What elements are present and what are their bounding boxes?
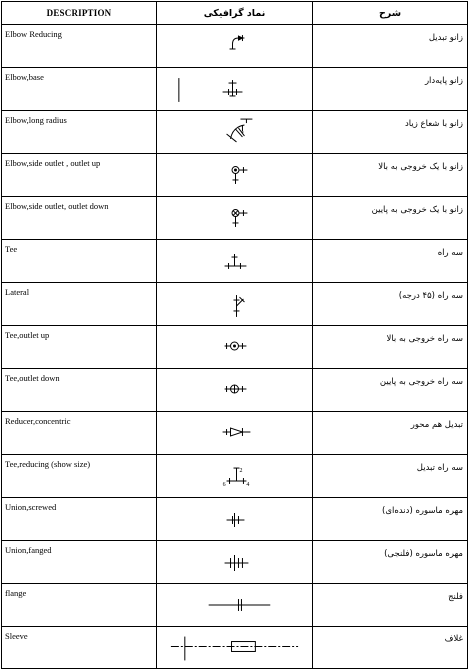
elbow-side-outlet-down-symbol-icon — [157, 197, 312, 239]
tee-outlet-down-symbol-icon — [157, 369, 312, 411]
explanation-cell: سه راه خروجی به بالا — [313, 326, 468, 369]
table-row — [2, 283, 468, 326]
description-cell: flange — [2, 584, 157, 627]
tee-symbol-icon — [157, 240, 312, 282]
explanation-cell: سه راه خروجی به پایین — [313, 369, 468, 412]
symbol-cell — [157, 412, 313, 455]
explanation-cell: سه راه تبدیل — [313, 455, 468, 498]
description-cell: Lateral — [2, 283, 157, 326]
description-cell: Tee,reducing (show size) — [2, 455, 157, 498]
table-row — [2, 369, 468, 412]
table-row — [2, 412, 468, 455]
explanation-cell: زانو تبدیل — [313, 25, 468, 68]
explanation-cell: سه راه — [313, 240, 468, 283]
pipe-fittings-symbol-table — [1, 1, 468, 669]
description-cell: Elbow Reducing — [2, 25, 157, 68]
table-row — [2, 498, 468, 541]
sleeve-symbol-icon — [157, 627, 312, 668]
table-row — [2, 68, 468, 111]
description-cell: Elbow,side outlet, outlet down — [2, 197, 157, 240]
header-row — [2, 2, 468, 25]
explanation-cell: زانو با یک خروجی به پایین — [313, 197, 468, 240]
tee-outlet-up-symbol-icon — [157, 326, 312, 368]
elbow-base-symbol-icon — [157, 68, 312, 110]
description-cell: Sleeve — [2, 627, 157, 669]
symbol-cell — [157, 111, 313, 154]
description-cell: Union,screwed — [2, 498, 157, 541]
table-row — [2, 455, 468, 498]
union-screwed-symbol-icon — [157, 498, 312, 540]
outlet-size-label: 4 — [246, 481, 250, 488]
symbol-cell — [157, 541, 313, 584]
lateral-symbol-icon — [157, 283, 312, 325]
symbol-cell — [157, 283, 313, 326]
header-description: DESCRIPTION — [2, 2, 157, 25]
explanation-cell: مهره ماسوره (دنده‌ای) — [313, 498, 468, 541]
symbol-cell — [157, 584, 313, 627]
header-graphic-symbol: نماد گرافیکی — [157, 2, 313, 25]
table-row — [2, 111, 468, 154]
explanation-cell: زانو پایه‌دار — [313, 68, 468, 111]
table-row — [2, 25, 468, 68]
description-cell: Reducer,concentric — [2, 412, 157, 455]
union-flanged-symbol-icon — [157, 541, 312, 583]
table-row — [2, 154, 468, 197]
table-row — [2, 326, 468, 369]
description-cell: Elbow,long radius — [2, 111, 157, 154]
table-row — [2, 197, 468, 240]
table-row — [2, 584, 468, 627]
elbow-side-outlet-up-symbol-icon — [157, 154, 312, 196]
description-cell: Tee — [2, 240, 157, 283]
elbow-long-radius-symbol-icon — [157, 111, 312, 153]
table-row — [2, 240, 468, 283]
explanation-cell: زانو با شعاع زیاد — [313, 111, 468, 154]
description-cell: Elbow,side outlet , outlet up — [2, 154, 157, 197]
table-row — [2, 541, 468, 584]
symbol-cell — [157, 326, 313, 369]
symbol-cell — [157, 498, 313, 541]
table-row — [2, 627, 468, 669]
header-explanation: شرح — [313, 2, 468, 25]
inlet-size-label: 6 — [222, 481, 226, 488]
symbol-cell — [157, 369, 313, 412]
symbol-cell — [157, 627, 313, 669]
description-cell: Elbow,base — [2, 68, 157, 111]
explanation-cell: سه راه (۴۵ درجه) — [313, 283, 468, 326]
branch-size-label: 2 — [239, 468, 243, 475]
explanation-cell: تبدیل هم محور — [313, 412, 468, 455]
elbow-reducing-symbol-icon — [157, 25, 312, 67]
explanation-cell: زانو با یک خروجی به بالا — [313, 154, 468, 197]
symbol-cell — [157, 240, 313, 283]
symbol-cell — [157, 25, 313, 68]
explanation-cell: فلنج — [313, 584, 468, 627]
symbol-cell — [157, 68, 313, 111]
description-cell: Tee,outlet up — [2, 326, 157, 369]
tee-reducing-symbol-icon — [157, 455, 312, 497]
symbol-cell — [157, 197, 313, 240]
flange-symbol-icon — [157, 584, 312, 626]
description-cell: Union,fanged — [2, 541, 157, 584]
description-cell: Tee,outlet down — [2, 369, 157, 412]
explanation-cell: غلاف — [313, 627, 468, 669]
reducer-concentric-symbol-icon — [157, 412, 312, 454]
symbol-cell — [157, 455, 313, 498]
symbol-cell — [157, 154, 313, 197]
explanation-cell: مهره ماسوره (فلنجی) — [313, 541, 468, 584]
